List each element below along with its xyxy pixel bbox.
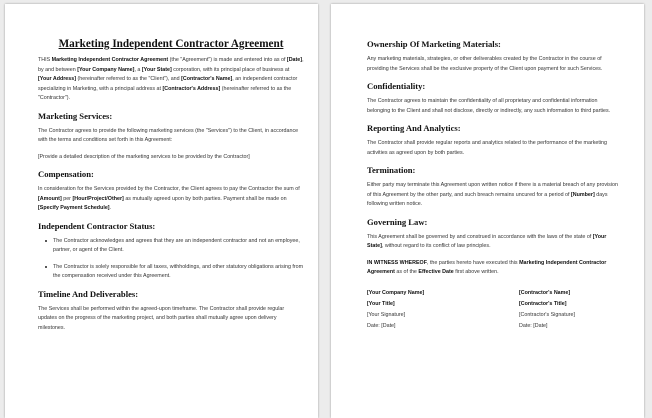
- confidentiality-paragraph: The Contractor agrees to maintain the confidentiality of all proprietary and confidential information belonging to the Client and shall not disclose, directly or indirectly, any such information to third parties.: [367, 98, 611, 114]
- contractor-title-field: [Contractor's Title]: [519, 300, 567, 307]
- governing-law-heading: Governing Law:: [367, 216, 428, 227]
- reporting-heading: Reporting And Analytics:: [367, 123, 461, 133]
- company-date-field: Date: [Date]: [367, 322, 396, 329]
- contractor-name-field: [Contractor's Name]: [519, 289, 571, 296]
- services-description-placeholder: [Provide a detailed description of the marketing services to be provided by the Contractor]: [38, 153, 250, 160]
- company-title-field: [Your Title]: [367, 300, 395, 307]
- termination-paragraph: Either party may terminate this Agreement upon written notice if there is a material breach of any provision of this Agreement by the other party, and such breach remains uncured for a period of [Number] days following written notice.: [367, 182, 618, 207]
- document-page-right: [331, 4, 644, 418]
- services-paragraph: The Contractor agrees to provide the following marketing services (the "Services") to the Client, in accordance with the terms and conditions set forth in this Agreement:: [38, 127, 299, 143]
- ownership-paragraph: Any marketing materials, strategies, or other deliverables created by the Contractor in the course of providing the Services shall be the exclusive property of the Client upon payment for such Services.: [367, 56, 603, 72]
- document-title: Marketing Independent Contractor Agreement: [58, 38, 284, 50]
- list-item: The Contractor acknowledges and agrees that they are an independent contractor and not an employee, partner, or agent of the Client.: [53, 237, 304, 256]
- confidentiality-heading: Confidentiality:: [367, 81, 426, 91]
- services-heading: Marketing Services:: [38, 110, 113, 121]
- governing-law-paragraph: This Agreement shall be governed by and construed in accordance with the laws of the state of [Your State], without regard to its conflict of law principles.: [367, 233, 607, 249]
- witness-paragraph: IN WITNESS WHEREOF, the parties hereto have executed this Marketing Independent Contractor Agreement as of the Effective Date first above written.: [367, 259, 607, 275]
- compensation-heading: Compensation:: [38, 169, 94, 179]
- document-page-left: [5, 4, 318, 418]
- contractor-status-heading: Independent Contractor Status:: [38, 220, 156, 231]
- signature-block: [367, 288, 620, 332]
- intro-paragraph: THIS Marketing Independent Contractor Agreement (the "Agreement") is made and entered into as of [Date], by and between [Your Company Name], a [Your State] corporation, with its principal place of business at [Your Address] (hereinafter referred to as the "Client"), and [Contractor's Name], an independent contractor specializing in Marketing, with a principal address at [Contractor's Address] (hereinafter referred to as the "Contractor").: [38, 57, 304, 101]
- contractor-signature-field: [Contractor's Signature]: [519, 311, 575, 318]
- company-signature-field: [Your Signature]: [367, 311, 406, 318]
- contractor-date-field: Date: [Date]: [519, 322, 548, 329]
- termination-heading: Termination:: [367, 165, 416, 175]
- contractor-status-list: [38, 237, 304, 282]
- timeline-heading: Timeline And Deliverables:: [38, 288, 139, 299]
- timeline-paragraph: The Services shall be performed within the agreed-upon timeframe. The Contractor shall provide regular updates on the progress of the marketing project, and both parties shall mutually agree upon delivery milestones.: [38, 305, 285, 331]
- ownership-heading: Ownership Of Marketing Materials:: [367, 39, 501, 49]
- list-item: The Contractor is solely responsible for all taxes, withholdings, and other statutory obligations arising from the compensation received under this Agreement.: [53, 263, 304, 282]
- company-name-field: [Your Company Name]: [367, 289, 425, 296]
- compensation-paragraph: In consideration for the Services provided by the Contractor, the Client agrees to pay the Contractor the sum of [Amount] per [Hour/Project/Other] as mutually agreed upon by both parties. Payment shall be made on [Specify Payment Schedule].: [38, 186, 300, 211]
- reporting-paragraph: The Contractor shall provide regular reports and analytics related to the performance of the marketing activities as agreed upon by both parties.: [367, 140, 607, 156]
